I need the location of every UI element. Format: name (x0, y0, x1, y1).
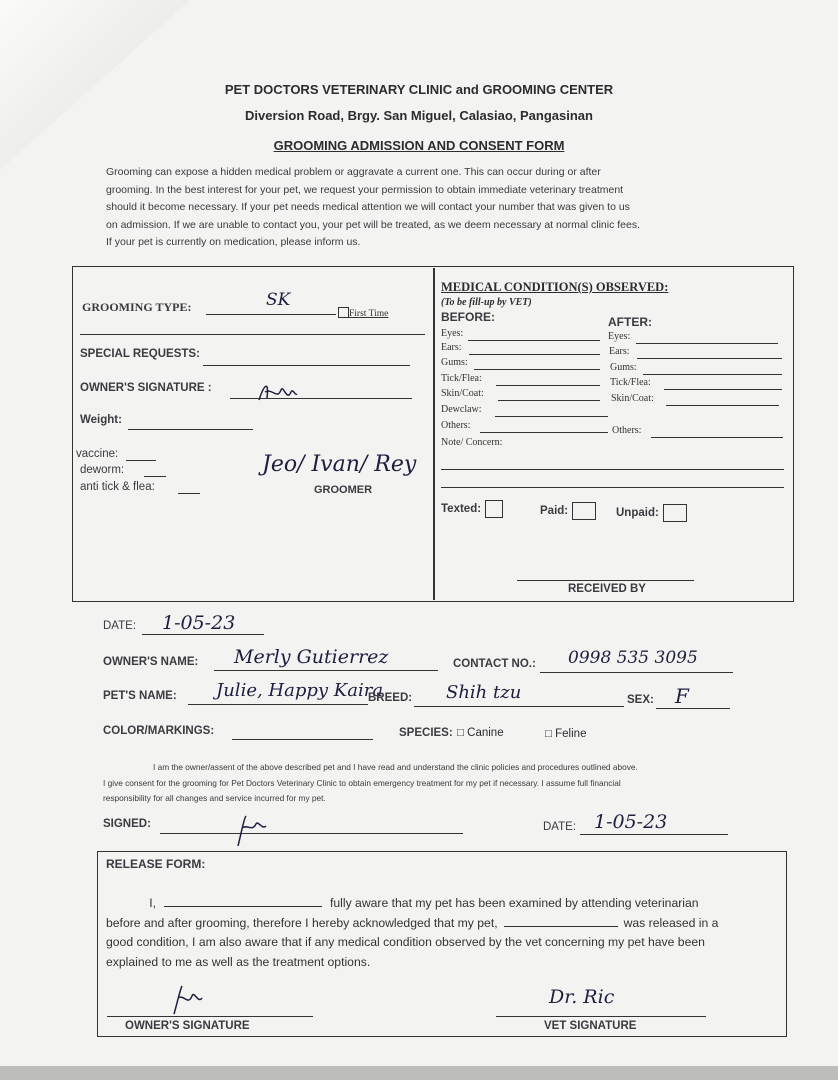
clinic-name: PET DOCTORS VETERINARY CLINIC and GROOMING CENTER (224, 82, 614, 97)
after-eyes-line[interactable] (636, 343, 778, 344)
special-requests-label: SPECIAL REQUESTS: (80, 348, 200, 360)
page-bottom-edge (0, 1066, 838, 1080)
after-others-label: Others: (612, 425, 642, 436)
before-others-label: Others: (441, 420, 471, 431)
before-others-line[interactable] (480, 432, 608, 433)
vet-signature-label: VET SIGNATURE (544, 1020, 637, 1032)
first-time-checkbox[interactable] (338, 307, 349, 318)
consent-line: responsibility for all changes and service incurred for my pet. (103, 793, 326, 803)
before-dewclaw-label: Dewclaw: (441, 404, 482, 415)
after-skin-line[interactable] (666, 405, 779, 406)
before-gums-label: Gums: (441, 357, 468, 368)
unpaid-label: Unpaid: (616, 507, 659, 520)
after-gums-line[interactable] (643, 374, 782, 375)
after-gums-label: Gums: (610, 362, 637, 373)
after-ears-line[interactable] (637, 358, 782, 359)
owner-signature-label: OWNER'S SIGNATURE : (80, 382, 212, 394)
note-label: Note/ Concern: (441, 437, 503, 448)
deworm-label: deworm: (80, 464, 125, 476)
vet-signature-line[interactable] (496, 1016, 706, 1017)
after-eyes-label: Eyes: (608, 331, 631, 342)
before-eyes-label: Eyes: (441, 328, 464, 339)
clinic-address: Diversion Road, Brgy. San Miguel, Calasiao, Pangasinan (245, 108, 593, 123)
release-i: I, (149, 896, 156, 910)
intro-line: Grooming can expose a hidden medical problem or aggravate a current one. This can occur during or after (106, 166, 601, 178)
vaccine-label: vaccine: (76, 448, 119, 460)
species-label: SPECIES: (399, 727, 453, 739)
before-tick-line[interactable] (496, 385, 600, 386)
vaccine-line[interactable] (126, 460, 156, 461)
intro-line: grooming. In the best interest for your pet, we request your permission to obtain immediate veterinary treatment (106, 183, 624, 196)
owner-signature-scribble (255, 378, 300, 408)
first-time-label: First Time (349, 309, 389, 319)
signed-signature-scribble (232, 810, 272, 850)
form-title: GROOMING ADMISSION AND CONSENT FORM (273, 138, 565, 153)
date-value[interactable]: 1-05-23 (162, 612, 236, 634)
breed-label: BREED: (368, 692, 413, 704)
special-requests-line[interactable] (203, 365, 410, 366)
deworm-line[interactable] (144, 476, 166, 477)
feline-option[interactable]: □ Feline (545, 728, 587, 740)
release-owner-signature-label: OWNER'S SIGNATURE (125, 1020, 250, 1032)
weight-label: Weight: (80, 414, 122, 426)
breed-line[interactable] (414, 706, 624, 707)
vet-signature-value[interactable]: Dr. Ric (549, 986, 615, 1008)
color-line[interactable] (232, 739, 373, 740)
note-line-1[interactable] (441, 469, 784, 470)
medical-subtitle: (To be fill-up by VET) (441, 297, 532, 308)
texted-checkbox[interactable] (485, 500, 503, 518)
before-label: BEFORE: (441, 310, 495, 324)
grooming-type-value[interactable]: SK (266, 290, 291, 310)
release-line-2 (106, 914, 782, 934)
after-skin-label: Skin/Coat: (611, 393, 654, 404)
antitick-line[interactable] (178, 493, 200, 494)
paid-checkbox[interactable] (572, 502, 596, 520)
date-line[interactable] (142, 634, 264, 635)
after-ears-label: Ears: (609, 346, 630, 357)
color-label: COLOR/MARKINGS: (103, 725, 215, 737)
before-ears-line[interactable] (469, 354, 600, 355)
release-name-blank[interactable] (164, 894, 322, 907)
signed-line[interactable] (160, 833, 463, 834)
unpaid-field (616, 504, 687, 522)
grooming-type-label: GROOMING TYPE: (82, 300, 192, 314)
column-divider (433, 268, 435, 600)
after-others-line[interactable] (651, 437, 783, 438)
after-tick-line[interactable] (664, 389, 782, 390)
grooming-type-line (206, 314, 336, 315)
weight-line[interactable] (128, 429, 253, 430)
medical-title: MEDICAL CONDITION(S) OBSERVED: (441, 280, 669, 294)
release-text: was released in a (623, 915, 719, 930)
before-ears-label: Ears: (441, 342, 462, 353)
groomer-label: GROOMER (314, 484, 373, 496)
consent-date-value[interactable]: 1-05-23 (594, 811, 668, 833)
before-skin-line[interactable] (498, 400, 600, 401)
owner-name-value[interactable]: Merly Gutierrez (234, 646, 389, 668)
owner-name-label: OWNER'S NAME: (103, 656, 199, 668)
texted-field (441, 500, 503, 518)
release-line-4: explained to me as well as the treatment options. (106, 954, 371, 969)
consent-date-label: DATE: (543, 821, 577, 833)
before-gums-line[interactable] (474, 369, 600, 370)
antitick-label: anti tick & flea: (80, 481, 155, 493)
before-skin-label: Skin/Coat: (441, 388, 484, 399)
consent-date-line[interactable] (580, 834, 728, 835)
after-label: AFTER: (608, 315, 652, 329)
consent-paragraph (103, 760, 743, 807)
intro-paragraph (106, 164, 736, 252)
contact-value[interactable]: 0998 535 3095 (568, 648, 698, 668)
release-text: before and after grooming, therefore I hereby acknowledged that my pet, (106, 915, 498, 930)
paid-label: Paid: (540, 505, 569, 518)
release-paragraph (106, 894, 782, 972)
release-owner-signature-line[interactable] (107, 1016, 313, 1017)
sex-value[interactable]: F (675, 684, 689, 708)
pet-name-label: PET'S NAME: (103, 690, 177, 702)
received-by-label: RECEIVED BY (568, 583, 646, 595)
received-by-line[interactable] (517, 580, 694, 581)
grooming-extra-line (80, 334, 425, 335)
intro-line: If your pet is currently on medication, please inform us. (106, 236, 361, 248)
release-text: fully aware that my pet has been examined by attending veterinarian (330, 896, 699, 910)
intro-line: should it become necessary. If your pet needs medical attention we will contact your number that was given to us (106, 201, 630, 213)
pet-name-line[interactable] (188, 704, 368, 705)
paid-field (540, 502, 596, 520)
consent-line: I am the owner/assent of the above described pet and I have read and understand the clinic policies and procedures outlined above. (153, 762, 638, 772)
release-line-3: good condition, I am also aware that if any medical condition observed by the vet concerning my pet have been (106, 935, 705, 949)
sex-line[interactable] (656, 708, 730, 709)
consent-line: I give consent for the grooming for Pet Doctors Veterinary Clinic to obtain emergency treatment for my pet if necessary. I assume full financial (103, 777, 621, 788)
date-label: DATE: (103, 620, 137, 632)
owner-name-line[interactable] (214, 670, 438, 671)
release-pet-blank[interactable] (504, 914, 618, 927)
intro-line: on admission. If we are unable to contact you, your pet will be treated, as we deem necessary at normal clinic fees. (106, 218, 641, 231)
release-title: RELEASE FORM: (106, 857, 206, 871)
before-tick-label: Tick/Flea: (441, 373, 482, 384)
pet-name-value[interactable]: Julie, Happy Kaira (216, 680, 384, 701)
contact-label: CONTACT NO.: (453, 658, 536, 670)
breed-value[interactable]: Shih tzu (446, 682, 522, 703)
release-owner-signature-scribble (170, 982, 210, 1018)
before-eyes-line[interactable] (468, 340, 600, 341)
release-line-1 (106, 894, 782, 914)
unpaid-checkbox[interactable] (663, 504, 687, 522)
before-dewclaw-line[interactable] (495, 416, 608, 417)
note-line-2[interactable] (441, 487, 784, 488)
signed-label: SIGNED: (103, 818, 151, 830)
texted-label: Texted: (441, 503, 482, 516)
groomer-name[interactable]: Jeo/ Ivan/ Rey (262, 452, 417, 477)
after-tick-label: Tick/Flea: (610, 377, 651, 388)
canine-option[interactable]: □ Canine (457, 727, 504, 739)
contact-line[interactable] (540, 672, 733, 673)
sex-label: SEX: (627, 694, 654, 706)
